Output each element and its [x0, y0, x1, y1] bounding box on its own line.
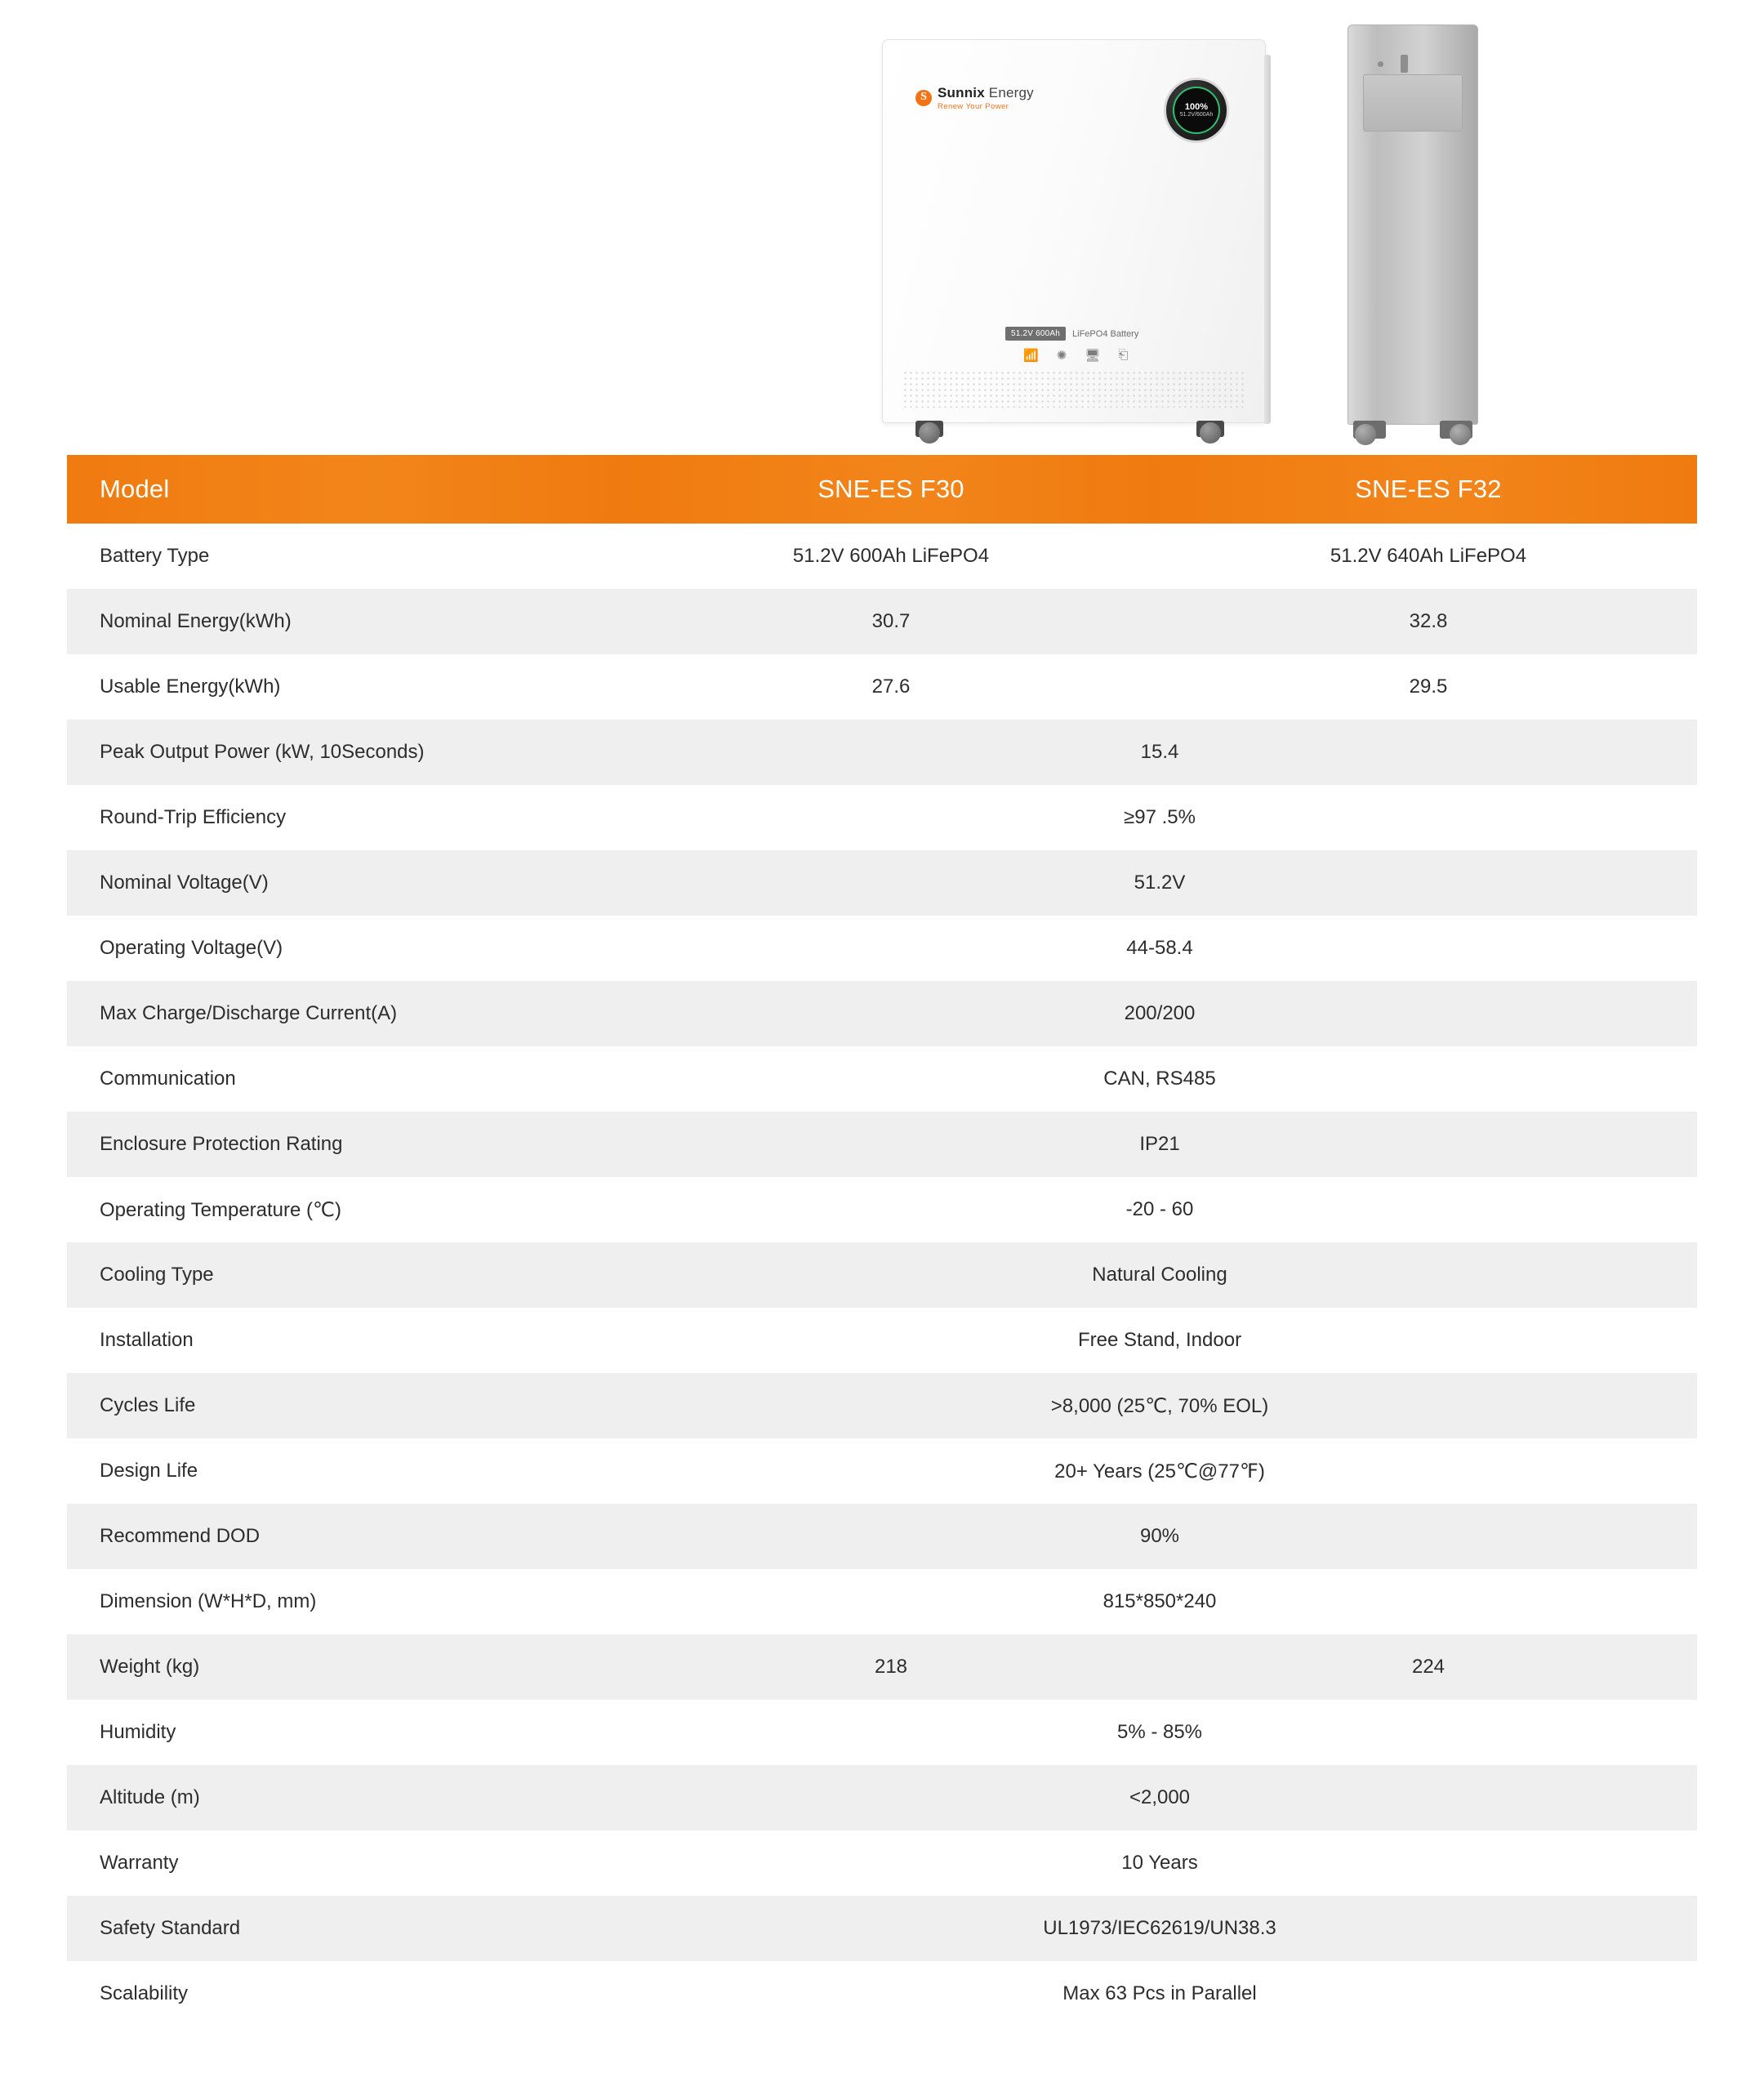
row-value-shared: Max 63 Pcs in Parallel [622, 1961, 1697, 2026]
row-value-shared: 815*850*240 [622, 1569, 1697, 1634]
row-value-shared: -20 - 60 [622, 1177, 1697, 1242]
row-value-f32: 51.2V 640Ah LiFePO4 [1160, 524, 1697, 589]
row-label: Design Life [67, 1438, 622, 1504]
battery-side-unit [1348, 25, 1478, 425]
row-label: Installation [67, 1308, 622, 1373]
row-value-shared: 90% [622, 1504, 1697, 1569]
row-label: Scalability [67, 1961, 622, 2026]
header-model-f32: SNE-ES F32 [1160, 455, 1697, 524]
specification-table [67, 455, 1697, 2026]
specification-table-wrapper [67, 455, 1697, 2026]
table-row [67, 1896, 1697, 1961]
battery-front-unit [882, 39, 1266, 423]
row-value-f30: 27.6 [622, 654, 1160, 720]
table-row [67, 1242, 1697, 1308]
wifi-icon: 📶 [1023, 349, 1039, 363]
brand-logo [915, 86, 1034, 111]
row-label: Operating Voltage(V) [67, 916, 622, 981]
side-caster-right [1450, 424, 1471, 445]
row-value-shared: >8,000 (25℃, 70% EOL) [622, 1373, 1697, 1438]
status-display-inner [1173, 87, 1220, 134]
table-row [67, 1830, 1697, 1896]
row-label: Weight (kg) [67, 1634, 622, 1700]
table-row [67, 1765, 1697, 1830]
usb-icon: ⎗ [1118, 348, 1129, 362]
table-row [67, 1634, 1697, 1700]
row-label: Cooling Type [67, 1242, 622, 1308]
side-handle-tab [1401, 55, 1408, 73]
monitor-icon: 🖥 [1085, 349, 1101, 363]
row-value-shared: 5% - 85% [622, 1700, 1697, 1765]
table-row [67, 981, 1697, 1046]
row-label: Enclosure Protection Rating [67, 1112, 622, 1177]
row-label: Dimension (W*H*D, mm) [67, 1569, 622, 1634]
caster-wheel-right [1200, 422, 1221, 444]
table-row [67, 524, 1697, 589]
table-row [67, 720, 1697, 785]
row-value-f30: 218 [622, 1634, 1160, 1700]
row-value-shared: 44-58.4 [622, 916, 1697, 981]
row-label: Safety Standard [67, 1896, 622, 1961]
label-chip-voltage: 51.2V 600Ah [1005, 327, 1066, 341]
product-photo [866, 25, 1682, 433]
row-value-f30: 30.7 [622, 589, 1160, 654]
table-row [67, 916, 1697, 981]
brand-name-rest: Energy [984, 85, 1034, 100]
table-row [67, 1046, 1697, 1112]
row-label: Nominal Voltage(V) [67, 850, 622, 916]
side-indicator-dot [1378, 61, 1383, 67]
row-value-shared: CAN, RS485 [622, 1046, 1697, 1112]
table-row [67, 589, 1697, 654]
bluetooth-icon: ✺ [1056, 349, 1067, 363]
row-value-shared: UL1973/IEC62619/UN38.3 [622, 1896, 1697, 1961]
table-row [67, 1373, 1697, 1438]
table-row [67, 1961, 1697, 2026]
row-label: Altitude (m) [67, 1765, 622, 1830]
table-row [67, 850, 1697, 916]
ventilation-grille [902, 370, 1245, 408]
row-value-shared: ≥97 .5% [622, 785, 1697, 850]
row-label: Peak Output Power (kW, 10Seconds) [67, 720, 622, 785]
front-unit-side-edge [1264, 55, 1271, 424]
table-header-row [67, 455, 1697, 524]
table-row [67, 1569, 1697, 1634]
row-label: Max Charge/Discharge Current(A) [67, 981, 622, 1046]
row-value-shared: <2,000 [622, 1765, 1697, 1830]
table-row [67, 785, 1697, 850]
row-value-shared: IP21 [622, 1112, 1697, 1177]
row-value-shared: 200/200 [622, 981, 1697, 1046]
row-label: Nominal Energy(kWh) [67, 589, 622, 654]
row-label: Communication [67, 1046, 622, 1112]
row-value-shared: 51.2V [622, 850, 1697, 916]
brand-slogan: Renew Your Power [938, 101, 1009, 111]
sunnix-logo-icon [915, 90, 932, 106]
row-value-f32: 29.5 [1160, 654, 1697, 720]
table-body [67, 524, 1697, 2026]
table-row [67, 1177, 1697, 1242]
row-value-shared: Free Stand, Indoor [622, 1308, 1697, 1373]
row-label: Battery Type [67, 524, 622, 589]
product-spec-label [1005, 327, 1138, 341]
state-of-charge-value: 100% [1184, 101, 1209, 112]
display-sub-label: 51.2V/600Ah [1179, 112, 1214, 118]
row-value-shared: 15.4 [622, 720, 1697, 785]
row-label: Round-Trip Efficiency [67, 785, 622, 850]
table-row [67, 1112, 1697, 1177]
table-row [67, 1504, 1697, 1569]
row-label: Humidity [67, 1700, 622, 1765]
header-model: Model [67, 455, 622, 524]
row-label: Operating Temperature (℃) [67, 1177, 622, 1242]
row-value-f30: 51.2V 600Ah LiFePO4 [622, 524, 1160, 589]
table-row [67, 654, 1697, 720]
side-caster-left [1355, 424, 1376, 445]
label-chemistry: LiFePO4 Battery [1072, 328, 1139, 339]
row-value-f32: 224 [1160, 1634, 1697, 1700]
row-value-f32: 32.8 [1160, 589, 1697, 654]
caster-wheel-left [919, 422, 940, 444]
brand-name-bold: Sunnix [938, 85, 985, 100]
row-value-shared: 20+ Years (25℃@77℉) [622, 1438, 1697, 1504]
table-row [67, 1700, 1697, 1765]
table-row [67, 1308, 1697, 1373]
row-value-shared: 10 Years [622, 1830, 1697, 1896]
row-label: Warranty [67, 1830, 622, 1896]
product-image-area [0, 0, 1764, 441]
table-row [67, 1438, 1697, 1504]
row-label: Cycles Life [67, 1373, 622, 1438]
row-label: Usable Energy(kWh) [67, 654, 622, 720]
side-recess-panel [1363, 74, 1463, 132]
header-model-f30: SNE-ES F30 [622, 455, 1160, 524]
row-label: Recommend DOD [67, 1504, 622, 1569]
row-value-shared: Natural Cooling [622, 1242, 1697, 1308]
connectivity-icon-row [1023, 348, 1128, 363]
status-display-ring [1164, 78, 1229, 143]
